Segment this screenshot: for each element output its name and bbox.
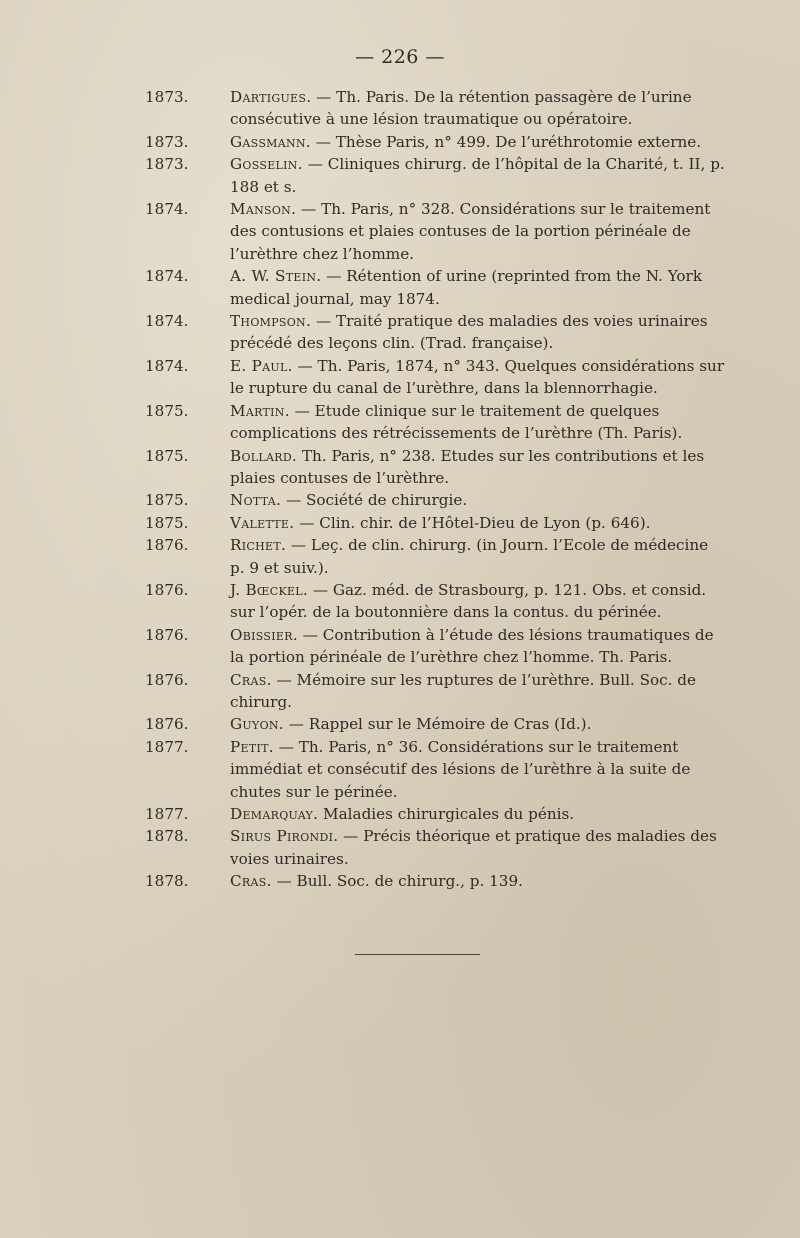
entry-text: — Rétention of urine (reprinted from the N. York medical journal, may 1874. (230, 267, 703, 308)
entry-author: A. W. Stein. (230, 267, 322, 286)
entry-year: 1875. (145, 401, 189, 420)
entry-text: — Clin. chir. de l’Hôtel-Dieu de Lyon (p. 646). (294, 513, 651, 532)
entry-author: Cras. (230, 670, 272, 689)
entry-author: Valette. (230, 513, 295, 532)
entry-year: 1873. (145, 155, 189, 174)
bibliography-entry (145, 825, 725, 870)
bibliography-entry (145, 669, 725, 714)
entry-author: Obissier. (230, 625, 298, 644)
entry-author: Bollard. (230, 446, 298, 465)
entry-author: Guyon. (230, 715, 284, 734)
entry-year: 1876. (145, 536, 189, 555)
bibliography-entry (145, 400, 725, 445)
entry-author: Sirus Pirondi. (230, 827, 339, 846)
entry-year: 1874. (145, 200, 189, 219)
bibliography-entry (145, 198, 725, 265)
entry-text: — Gaz. méd. de Strasbourg, p. 121. Obs. et consid. sur l’opér. de la boutonnière dans la contus. du périnée. (230, 580, 707, 622)
entry-text: — Leç. de clin. chirurg. (in Journ. l’Ecole de médecine p. 9 et suiv.). (230, 536, 709, 577)
bibliography-entry (145, 579, 725, 624)
entry-year: 1876. (145, 625, 189, 644)
entry-year: 1878. (145, 872, 189, 891)
bibliography-entry (145, 534, 725, 579)
entry-author: Demarquay. (230, 805, 319, 823)
entry-year: 1875. (145, 513, 189, 532)
entry-text: Maladies chirurgicales du pénis. (318, 805, 575, 823)
bibliography-entry (145, 624, 725, 669)
entry-year: 1876. (145, 715, 189, 734)
entry-text: — Rappel sur le Mémoire de Cras (Id.). (283, 715, 592, 734)
entry-author: Gassmann. (230, 132, 311, 151)
entry-text: — Bull. Soc. de chirurg., p. 139. (271, 872, 523, 891)
entry-year: 1875. (145, 446, 189, 465)
bibliography-entry (145, 870, 725, 892)
bibliography-entry (145, 512, 725, 534)
entry-text: — Th. Paris, n° 328. Considérations sur le traitement des contusions et plaies contuses de la portion périnéale de l’urèthre chez l’homme. (230, 200, 711, 263)
entry-author: Richet. (230, 536, 287, 555)
entry-text: — Thèse Paris, n° 499. De l’uréthrotomie externe. (310, 132, 702, 151)
bibliography-list (145, 86, 725, 893)
bibliography-entry (145, 265, 725, 310)
page-number: — 226 — (355, 46, 445, 68)
bibliography-entry (145, 310, 725, 355)
entry-author: Thompson. (230, 312, 312, 331)
entry-author: Martin. (230, 401, 290, 420)
entry-author: Gosselin. (230, 155, 303, 174)
entry-author: E. Paul. (230, 356, 293, 375)
entry-text: — Traité pratique des maladies des voies urinaires précédé des leçons clin. (Trad. française). (230, 312, 708, 353)
entry-year: 1876. (145, 580, 189, 599)
entry-year: 1873. (145, 132, 189, 151)
bibliography-entry (145, 803, 725, 825)
entry-author: Dartigues. (230, 88, 312, 106)
bibliography-entry (145, 153, 725, 198)
bibliography-entry (145, 355, 725, 400)
entry-year: 1874. (145, 267, 189, 286)
entry-text: — Cliniques chirurg. de l’hôpital de la Charité, t. II, p. 188 et s. (230, 155, 725, 196)
entry-year: 1874. (145, 312, 189, 331)
entry-year: 1877. (145, 737, 189, 756)
entry-text: Th. Paris, n° 238. Etudes sur les contributions et les plaies contuses de l’urèthre. (230, 446, 705, 487)
entry-author: Petit. (230, 737, 274, 756)
bibliography-entry (145, 86, 725, 131)
entry-text: — Etude clinique sur le traitement de quelques complications des rétrécissements de l’urèthre (Th. Paris). (230, 401, 683, 443)
entry-year: 1873. (145, 88, 189, 106)
entry-year: 1877. (145, 805, 189, 823)
entry-text: — Th. Paris, n° 36. Considérations sur le traitement immédiat et consécutif des lésions de l’urèthre à la suite de chutes sur le périnée. (230, 737, 691, 801)
entry-year: 1878. (145, 827, 189, 846)
entry-text: — Mémoire sur les ruptures de l’urèthre. Bull. Soc. de chirurg. (230, 670, 696, 711)
entry-author: Notta. (230, 491, 282, 510)
bibliography-entry (145, 713, 725, 735)
entry-year: 1875. (145, 491, 189, 510)
entry-year: 1874. (145, 356, 189, 375)
entry-text: — Contribution à l’étude des lésions traumatiques de la portion périnéale de l’urèthre chez l’homme. Th. Paris. (230, 625, 714, 667)
entry-author: Cras. (230, 872, 272, 891)
bibliography-entry (145, 489, 725, 511)
bibliography-entry (145, 131, 725, 153)
entry-text: — Précis théorique et pratique des maladies des voies urinaires. (230, 827, 717, 868)
entry-text: — Société de chirurgie. (281, 491, 468, 510)
bibliography-entry (145, 736, 725, 803)
entry-author: Manson. (230, 200, 297, 219)
entry-text: — Th. Paris, 1874, n° 343. Quelques considérations sur le rupture du canal de l’urèthre, dans la blennorrhagie. (230, 356, 725, 398)
entry-author: J. Bœckel. (230, 580, 309, 599)
entry-year: 1876. (145, 670, 189, 689)
bibliography-entry (145, 445, 725, 490)
entry-text: — Th. Paris. De la rétention passagère de l’urine consécutive à une lésion traumatique ou opératoire. (230, 88, 692, 129)
section-divider (355, 954, 480, 955)
